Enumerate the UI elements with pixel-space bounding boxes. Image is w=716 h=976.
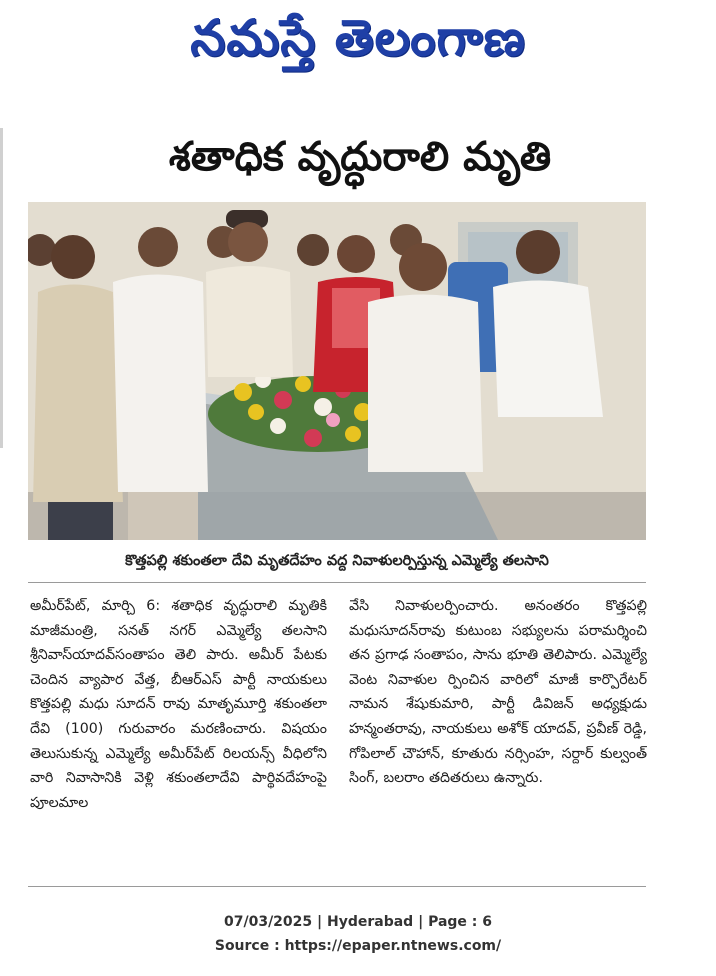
article-headline xyxy=(40,132,680,192)
page-edge-divider xyxy=(0,128,3,448)
masthead-title: నమస్తే తెలంగాణ xyxy=(190,8,526,67)
column-right-text: వేసి నివాళులర్పించారు. అనంతరం కొత్తపల్లి మధుసూదన్‌రావు కుటుంబ సభ్యులను పరామర్శించి తన ప్రగాఢ సంతాపం, సాను భూతి తెలిపారు. ఎమ్మెల్యే వెంట నివాళుల ర్పించిన వారిలో మాజీ కార్పొరేటర్ నామన శేషుకుమారి, పార్టీ డివిజన్ అధ్యక్షుడు హన్మంతరావు, నాయకులు అశోక్ యాదవ్, ప్రవీణ్ రెడ్డి, గోపిలాల్ చౌహాన్, కూతురు నర్సింహ, సర్దార్ కుల్వంత్ సింగ్, బలరాం తదితరులు ఉన్నారు. xyxy=(349,598,647,787)
article-end-divider xyxy=(28,886,646,887)
mourners-scene-illustration xyxy=(28,202,646,540)
article-column-left xyxy=(30,594,327,884)
column-left-text: అమీర్‌పేట్, మార్చి 6: శతాధిక వృద్ధురాలి మృతికి మాజీమంత్రి, సనత్ నగర్ ఎమ్మెల్యే తలసాని శ్రీనివాస్‌యాదవ్‌సంతాపం తెలి పారు. అమీర్ పేటకు చెందిన వ్యాపార వేత్త, బీఆర్‌ఎస్ పార్టీ నాయకులు కొత్తపల్లి మధు సూదన్ రావు మాతృమూర్తి శకుంతలా దేవి (100) గురువారం మరణించారు. విషయం తెలుసుకున్న ఎమ్మెల్యే అమీర్‌పేట్ రిలయన్స్ వీధిలోని వారి నివాసానికి వెళ్లి శకుంతలాదేవి పార్థివదేహంపై పూలమాల xyxy=(30,598,327,811)
photo-caption xyxy=(28,548,646,578)
newspaper-masthead xyxy=(0,0,716,88)
footer-source-link[interactable]: Source : https://epaper.ntnews.com/ xyxy=(214,938,502,954)
headline-text: శతాధిక వృద్ధురాలి మృతి xyxy=(168,134,552,180)
footer-dateline: 07/03/2025 | Hyderabad | Page : 6 xyxy=(223,914,493,930)
caption-divider xyxy=(28,582,646,583)
article-photo xyxy=(28,202,646,540)
caption-text: కొత్తపల్లి శకుంతలా దేవి మృతదేహం వద్ద నివాళులర్పిస్తున్న ఎమ్మెల్యే తలసాని xyxy=(125,553,549,569)
article-column-right xyxy=(349,594,647,884)
